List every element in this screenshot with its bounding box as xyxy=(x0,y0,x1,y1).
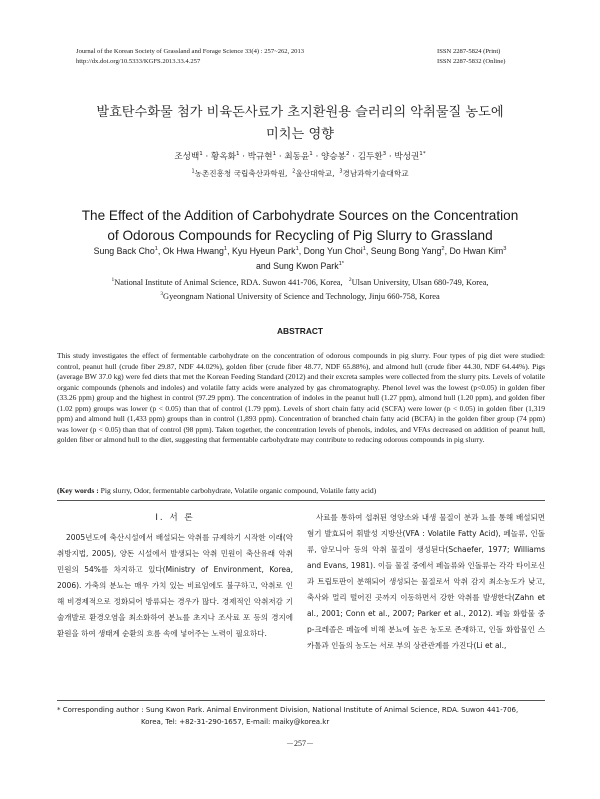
issn-online: ISSN 2287-5832 (Online) xyxy=(437,57,506,65)
author-separator: · xyxy=(386,152,395,162)
author-3-mark: 1 xyxy=(295,246,299,253)
korean-author-3-mark: 1 xyxy=(272,151,277,158)
author-7: and Sung Kwon Park xyxy=(255,261,339,271)
journal-citation xyxy=(76,47,304,66)
english-affiliation-1: National Institute of Animal Science, RDA. Suwon 441-706, Korea, xyxy=(114,278,343,287)
author-2-mark: 1 xyxy=(223,246,228,253)
korean-author-6-mark: 3 xyxy=(382,151,387,158)
korean-author-3: 박규현 xyxy=(247,152,273,162)
section-title-introduction: Ⅰ. 서 론 xyxy=(155,513,195,523)
author-5: Seung Bong Yang xyxy=(370,246,442,256)
english-affiliation-3: Gyeongnam National University of Science and Technology, Jinju 660-758, Korea xyxy=(163,292,440,301)
footnote-line1: * Corresponding author : Sung Kwon Park. Animal Environment Division, National Institute of Animal Science, RDA. Suwon 441-706, xyxy=(57,706,519,714)
introduction-paragraph-1: 2005년도에 축산시설에서 배설되는 악취를 규제하기 시작한 이래(악취방지법, 2005), 양돈 시설에서 발생되는 악취 민원이 축산유래 악취 민원의 54%를 차지하고 있다(Ministry of Environment, Korea, 2006). 가축의 분뇨는 매우 가치 있는 비료임에도 불구하고, 악취로 인해 비경제적으로 정화되어 방류되는 경우가 많다. 경제적인 악취저감 기술개발로 환경오염을 최소화하여 분뇨를 초지나 조사료 포 등의 경지에 환원을 하여 생태계 순환의 흐름 속에 넣어주는 노력이 필요하다. xyxy=(57,533,293,638)
korean-affiliation-3: 경남과학기술대학교 xyxy=(342,169,409,178)
body-column-right xyxy=(307,510,545,654)
korean-author-7-mark: 1* xyxy=(419,151,426,158)
english-title xyxy=(0,206,600,246)
corresponding-author-footnote xyxy=(57,704,545,728)
issn-print: ISSN 2287-5824 (Print) xyxy=(437,48,501,55)
korean-title-line1: 발효탄수화물 첨가 비육돈사료가 초지환원용 슬러리의 악취물질 농도에 xyxy=(96,105,504,120)
korean-author-2-mark: 1 xyxy=(235,151,240,158)
keywords-list: Pig slurry, Odor, fermentable carbohydrate, Volatile organic compound, Volatile fatty acid) xyxy=(98,486,377,495)
korean-title xyxy=(0,102,600,146)
author-separator: · xyxy=(202,152,212,162)
author-3: Kyu Hyeun Park xyxy=(232,246,296,256)
journal-line: Journal of the Korean Society of Grassland and Forage Science 33(4) : 257~262, 2013 xyxy=(76,48,305,55)
author-separator: · xyxy=(276,152,285,162)
author-separator: · xyxy=(239,152,248,162)
author-4: Dong Yun Choi xyxy=(303,246,363,256)
author-4-mark: 1 xyxy=(362,246,366,253)
keywords-label: (Key words : xyxy=(57,486,99,495)
korean-author-7: 박성권 xyxy=(394,152,420,162)
footnote-divider xyxy=(57,700,545,701)
korean-author-6: 김두환 xyxy=(357,152,383,162)
abstract-text: This study investigates the effect of fermentable carbohydrate on the concentration of odorous compounds in pig slurry. Four types of pig diet were studied: control, peanut hull (crude fiber 29.87, NDF 44.02%), golden fiber (crude fiber 48.77, NDF 65.88%), and almond hull (crude fiber 44.30, NDF 64.44%). Pigs (average BW 37.0 kg) were fed diets that met the Korean Feeding Standard (2012) and their excreta samples were collected from the slurry pits. Levels of volatile organic compounds (phenols and indoles) and volatile fatty acids were analyzed by gas chromatography. Phenol level was the lowest (p<0.05) in golden fiber (33.26 ppm) group and the highest in control (97.29 ppm). The concentration of indoles in the peanut hull (1.27 ppm), almond hull (1.20 ppm), and golden fiber (1.02 ppm) groups was lower (p < 0.05) than that of control (1.79 ppm). Levels of short chain fatty acid (SCFA) were lower (p < 0.05) in golden fiber (1,319 ppm) and almond hull (1,433 ppm) groups than in control (1,893 ppm). Concentration of branched chain fatty acid (BCFA) in the golden fiber group (74 ppm) was lower (p < 0.05) than that of control (98 ppm). Taken together, the concentration levels of phenols, indoles, and VFAs decreased on addition of peanut hull, golden fiber or almond hull to the diet, suggesting that fermentable carbohydrate may contribute to reducing odorous compounds in pig slurry. xyxy=(57,351,545,445)
english-title-line2: of Odorous Compounds for Recycling of Pig Slurry to Grassland xyxy=(107,228,493,243)
korean-title-line2: 미치는 영향 xyxy=(266,127,334,142)
page-number: －257－ xyxy=(286,739,314,748)
author-7-mark: 1* xyxy=(338,261,345,268)
korean-affiliation-2: 울산대학교, xyxy=(295,169,335,178)
korean-authors xyxy=(0,150,600,162)
korean-author-5-mark: 2 xyxy=(345,151,350,158)
author-6-mark: 3 xyxy=(503,246,507,253)
author-separator: · xyxy=(312,152,322,162)
author-separator: · xyxy=(349,152,358,162)
keywords xyxy=(57,486,545,495)
author-1-mark: 1 xyxy=(154,246,158,253)
korean-affiliation-1: 농촌진흥청 국립축산과학원, xyxy=(194,169,288,178)
korean-author-4-mark: 1 xyxy=(309,151,313,158)
korean-author-5: 양승봉 xyxy=(321,152,346,162)
abstract-divider xyxy=(57,500,545,501)
english-title-line1: The Effect of the Addition of Carbohydrate Sources on the Concentration xyxy=(81,208,519,223)
english-affiliation-2: Ulsan University, Ulsan 680-749, Korea, xyxy=(351,278,489,287)
body-column-left xyxy=(57,510,293,642)
korean-author-1-mark: 1 xyxy=(199,151,203,158)
issn-block xyxy=(437,47,506,66)
korean-author-4: 최동윤 xyxy=(284,152,310,162)
author-2: Ok Hwa Hwang xyxy=(162,246,224,256)
footnote-line2[interactable]: Korea, Tel: +82-31-290-1657, E-mail: maiky@korea.kr xyxy=(141,718,330,726)
introduction-paragraph-2: 사료를 통하여 섭취된 영양소와 내생 물질이 분과 뇨를 통해 배설되면 혐기 발효되어 휘발성 지방산(VFA : Volatile Fatty Acid), 페놀류, 인돌류, 암모니아 등의 악취 물질이 생성된다(Schaefer, 1977; Williams and Evans, 1981). 이들 물질 중에서 페놀류와 인돌류는 각각 타이로신과 트립토판이 분해되어 생성되는 물질로서 악취 감지 최소농도가 낮고, 축사와 멀리 떨어진 곳까지 이동하면서 강한 악취를 발생한다(Zahn et al., 2001; Conn et al., 2007; Parker et al., 2012). 페놀 화합물 중 p-크레졸은 페놀에 비해 분뇨에 높은 농도로 존재하고, 인돌 화합물인 스카톨과 인돌의 농도는 서로 부의 상관관계를 가진다(Li et al., xyxy=(307,513,545,650)
english-authors: Sung Back Cho$^1$, Ok Hwa Hwang$^1$, Kyu Hyeun Park$^1$, Dong Yun Choi$^1$, Seung Bong Yang$^2$, Do Hwan Kim$^3$ and Sung Kwon Park$^{1*}$ xyxy=(93,246,507,271)
korean-affiliations: $^1$농촌진흥청 국립축산과학원, $^2$울산대학교, $^3$경남과학기술대학교 xyxy=(191,168,409,178)
abstract-heading: ABSTRACT xyxy=(276,326,324,336)
doi-link[interactable]: http://dx.doi.org/10.5333/KGFS.2013.33.4.257 xyxy=(76,57,201,65)
english-affiliations: $^1$National Institute of Animal Science, RDA. Suwon 441-706, Korea, $^2$Ulsan University, Ulsan 680-749, Korea, $^3$Gyeongnam National University of Science and Technology, Jinju 660-758, Korea xyxy=(111,277,489,301)
author-6: Do Hwan Kim xyxy=(449,246,504,256)
korean-author-1: 조성백 xyxy=(174,152,200,162)
author-1: Sung Back Cho xyxy=(93,246,155,256)
author-5-mark: 2 xyxy=(441,246,445,253)
korean-author-2: 황옥화 xyxy=(211,152,236,162)
